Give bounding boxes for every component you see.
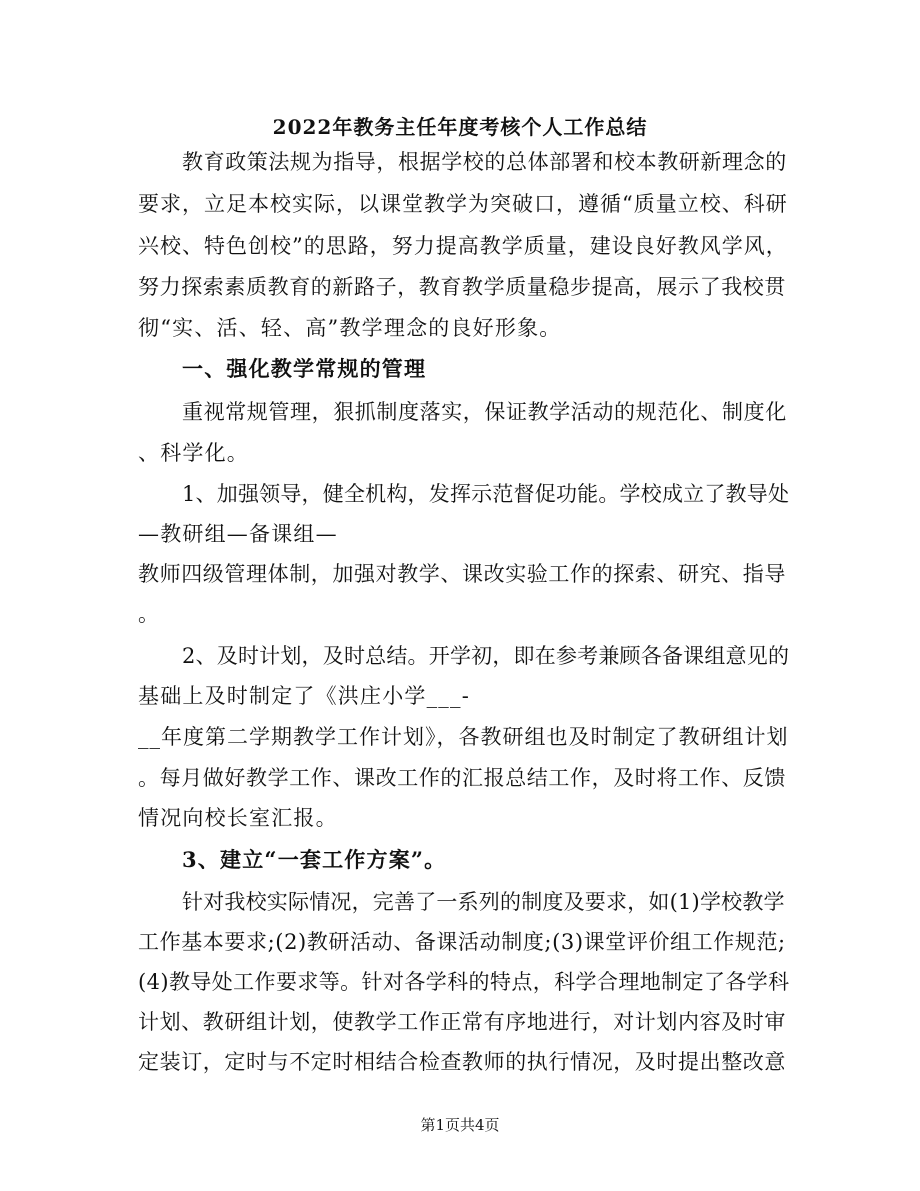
body-line: 针对我校实际情况，完善了一系列的制度及要求，如(1)学校教学 [182,890,785,914]
page-number-footer: 第1页共4页 [420,1116,500,1134]
body-line: 计划、教研组计划，使教学工作正常有序地进行，对计划内容及时审 [138,1010,786,1034]
body-line: —教研组—备课组— [138,522,338,546]
section-heading: 一、强化教学常规的管理 [182,356,427,381]
body-line: 。 [138,602,161,626]
body-line: 。每月做好教学工作、课改工作的汇报总结工作，及时将工作、反馈 [138,766,786,790]
body-line: 1、加强领导，健全机构，发挥示范督促功能。学校成立了教导处 [182,482,790,506]
body-line: 兴校、特色创校”的思路，努力提高教学质量，建设良好教风学风， [138,234,788,258]
body-line: (4)教导处工作要求等。针对各学科的特点，科学合理地制定了各学科 [138,970,790,994]
body-line: 、科学化。 [138,441,249,465]
body-line: 情况向校长室汇报。 [138,806,338,830]
body-line: 彻“实、活、轻、高”教学理念的良好形象。 [138,316,562,340]
body-line: 定装订，定时与不定时相结合检查教师的执行情况，及时提出整改意 [138,1050,786,1074]
body-line: __年度第二学期教学工作计划》，各教研组也及时制定了教研组计划 [138,725,789,749]
body-line: 基础上及时制定了《洪庄小学___- [138,684,470,708]
document-title: 2022年教务主任年度考核个人工作总结 [272,115,648,139]
body-line: 努力探索素质教育的新路子，教育教学质量稳步提高，展示了我校贯 [138,275,786,299]
body-line: 工作基本要求;(2)教研活动、备课活动制度;(3)课堂评价组工作规范; [138,930,786,954]
section-heading: 3、建立“一套工作方案”。 [182,847,447,872]
body-line: 重视常规管理，狠抓制度落实，保证教学活动的规范化、制度化 [182,400,787,424]
body-line: 教育政策法规为指导，根据学校的总体部署和校本教研新理念的 [182,150,787,174]
body-line: 教师四级管理体制，加强对教学、课改实验工作的探索、研究、指导 [138,562,786,586]
body-line: 要求，立足本校实际，以课堂教学为突破口，遵循“质量立校、科研 [138,192,788,216]
body-line: 2、及时计划，及时总结。开学初，即在参考兼顾各备课组意见的 [182,644,790,668]
